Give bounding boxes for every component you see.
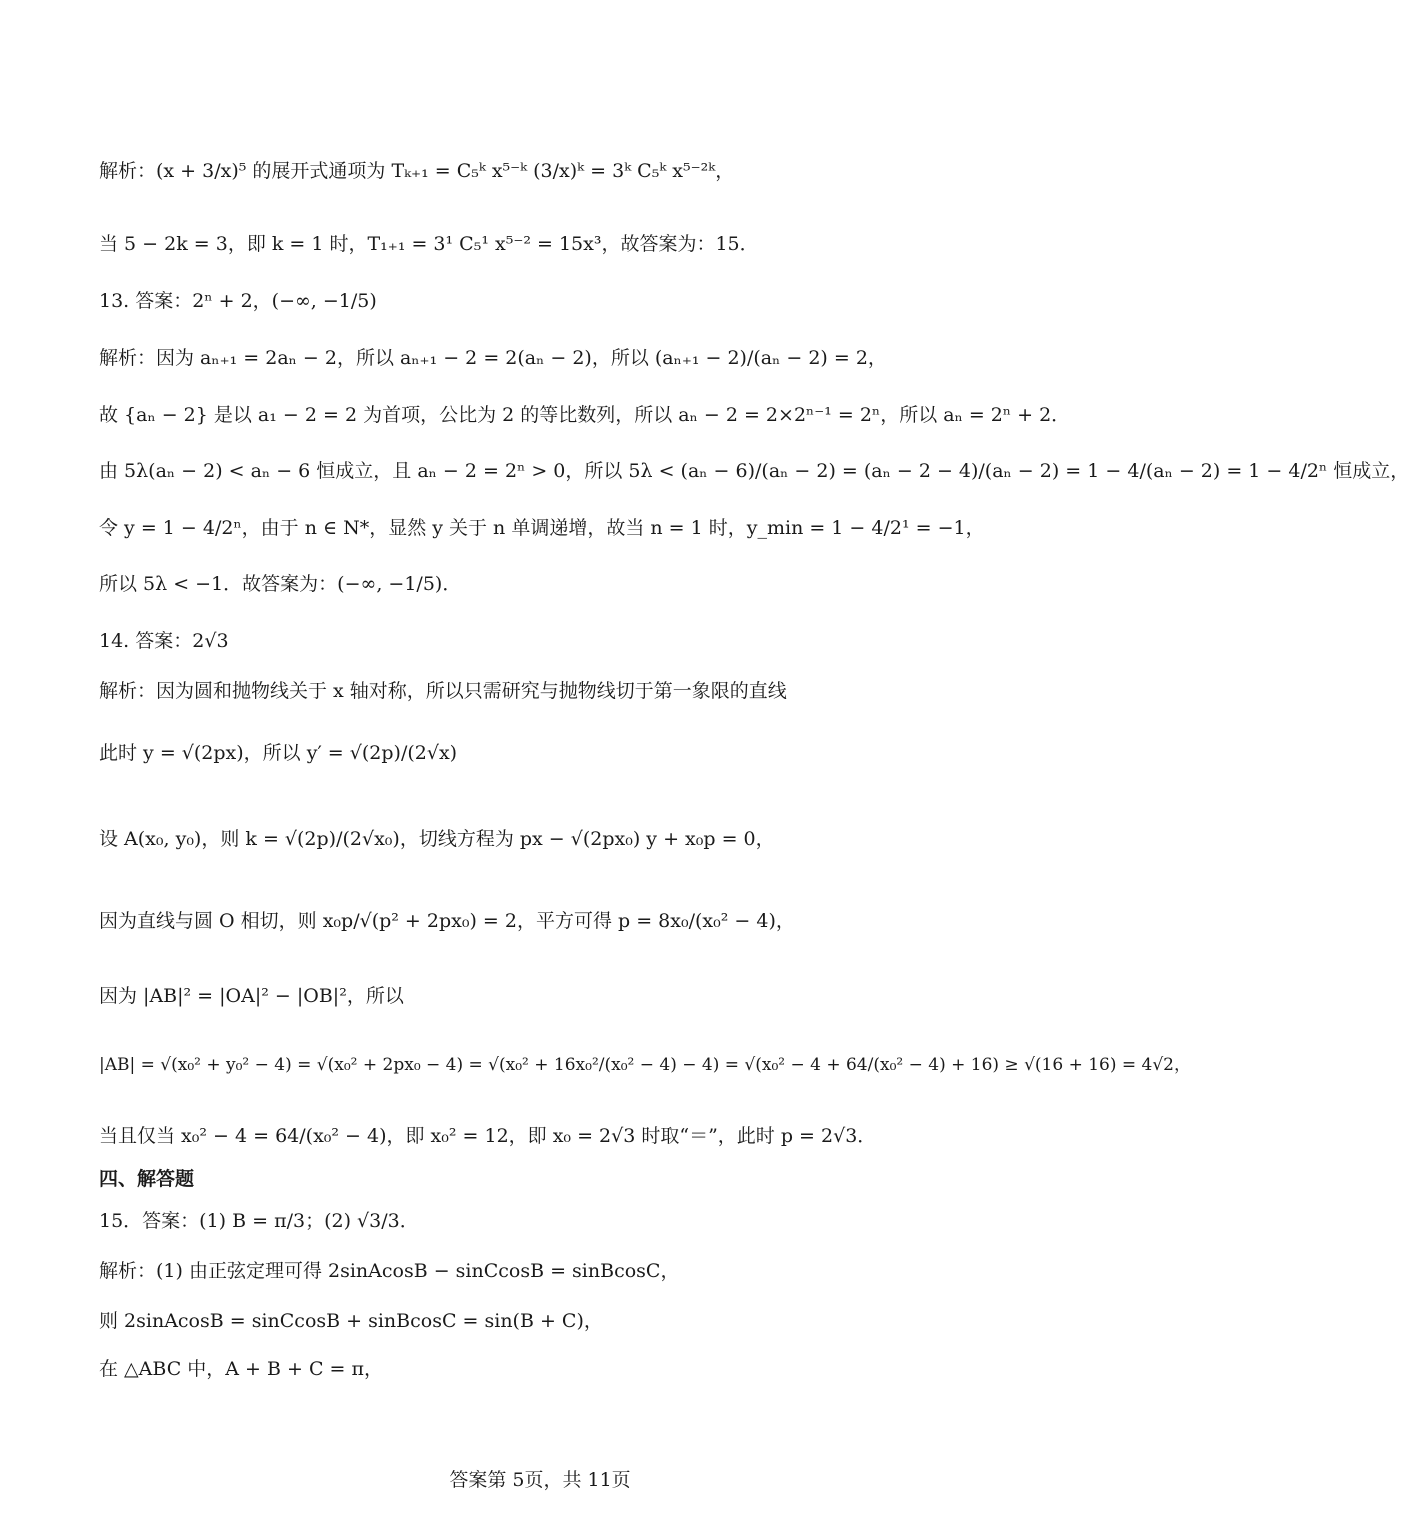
q15-analysis-line-1: 解析：(1) 由正弦定理可得 2sinAcosB − sinCcosB = sinBcosC， — [99, 1260, 680, 1282]
page-footer: 答案第 5页，共 11页 — [449, 1469, 631, 1491]
q14-analysis-line-4: 因为直线与圆 O 相切，则 x₀p/√(p² + 2px₀) = 2，平方可得 p = 8x₀/(x₀² − 4)， — [99, 910, 795, 932]
q15-analysis-line-2: 则 2sinAcosB = sinCcosB + sinBcosC = sin(B + C)， — [99, 1310, 603, 1332]
q14-equality-condition: 当且仅当 x₀² − 4 = 64/(x₀² − 4)，即 x₀² = 12，即 x₀ = 2√3 时取“＝”，此时 p = 2√3． — [99, 1125, 877, 1147]
q13-analysis-line-2: 故 {aₙ − 2} 是以 a₁ − 2 = 2 为首项，公比为 2 的等比数列，所以 aₙ − 2 = 2×2ⁿ⁻¹ = 2ⁿ，所以 aₙ = 2ⁿ + 2． — [99, 404, 1071, 426]
q13-conclusion: 所以 5λ < −1．故答案为：(−∞, −1/5)． — [99, 573, 462, 595]
solution-12-expansion: 解析：(x + 3/x)⁵ 的展开式通项为 Tₖ₊₁ = C₅ᵏ x⁵⁻ᵏ (3/x)ᵏ = 3ᵏ C₅ᵏ x⁵⁻²ᵏ， — [99, 160, 735, 182]
q14-analysis-line-6: |AB| = √(x₀² + y₀² − 4) = √(x₀² + 2px₀ − 4) = √(x₀² + 16x₀²/(x₀² − 4) − 4) = √(x₀² − 4 + 64/(x₀² − 4) + 16) ≥ √(16 + 16) = 4√2， — [99, 1055, 1192, 1075]
q13-analysis-line-1: 解析：因为 aₙ₊₁ = 2aₙ − 2，所以 aₙ₊₁ − 2 = 2(aₙ − 2)，所以 (aₙ₊₁ − 2)/(aₙ − 2) = 2， — [99, 347, 887, 369]
q14-answer: 14. 答案：2√3 — [99, 630, 229, 652]
q14-analysis-line-1: 解析：因为圆和抛物线关于 x 轴对称，所以只需研究与抛物线切于第一象限的直线 — [99, 680, 787, 702]
q13-analysis-line-4: 令 y = 1 − 4/2ⁿ，由于 n ∈ N*，显然 y 关于 n 单调递增，故当 n = 1 时，y_min = 1 − 4/2¹ = −1， — [99, 517, 985, 539]
solution-12-answer: 当 5 − 2k = 3，即 k = 1 时，T₁₊₁ = 3¹ C₅¹ x⁵⁻² = 15x³，故答案为：15． — [99, 233, 759, 255]
q15-answer: 15．答案：(1) B = π/3；(2) √3/3． — [99, 1210, 419, 1232]
q13-answer: 13. 答案：2ⁿ + 2，(−∞, −1/5) — [99, 290, 377, 312]
section-heading-solutions: 四、解答题 — [99, 1168, 195, 1190]
q14-analysis-line-3: 设 A(x₀, y₀)，则 k = √(2p)/(2√x₀)，切线方程为 px − √(2px₀) y + x₀p = 0， — [99, 828, 775, 850]
q15-analysis-line-3: 在 △ABC 中，A + B + C = π， — [99, 1358, 383, 1380]
q14-analysis-line-5: 因为 |AB|² = |OA|² − |OB|²，所以 — [99, 985, 404, 1007]
q13-analysis-line-3: 由 5λ(aₙ − 2) < aₙ − 6 恒成立，且 aₙ − 2 = 2ⁿ > 0，所以 5λ < (aₙ − 6)/(aₙ − 2) = (aₙ − 2 − 4)/(aₙ − 2) = 1 − 4/(aₙ − 2) = 1 − 4/2ⁿ 恒成立， — [99, 460, 1409, 482]
q14-analysis-line-2: 此时 y = √(2px)，所以 y′ = √(2p)/(2√x) — [99, 742, 458, 764]
